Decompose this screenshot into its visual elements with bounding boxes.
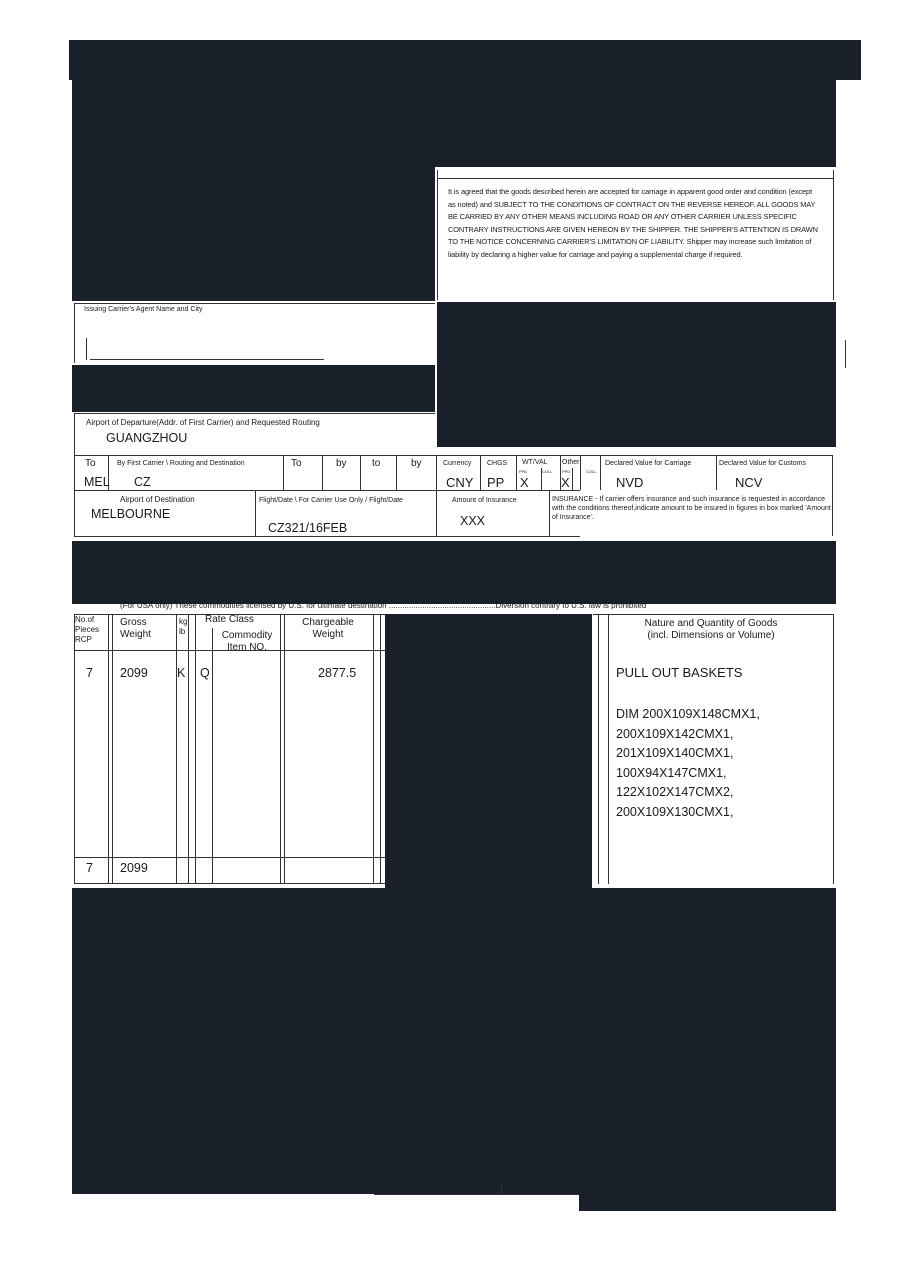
routing-div-5 (396, 455, 397, 490)
routing-div-3 (322, 455, 323, 490)
coll1-label: COLL (542, 469, 553, 474)
destination-div-1 (255, 490, 256, 536)
agent-top-rule (74, 303, 435, 304)
total-gross-weight: 2099 (120, 861, 148, 875)
to-value: MEL (84, 475, 110, 489)
pieces-label: No.of Pieces RCP (75, 615, 100, 644)
routing-div-11 (572, 468, 573, 490)
dimension-line: 200X109X130CMX1, (616, 804, 734, 819)
insurance-amount-value: XXX (460, 514, 486, 528)
nature-quantity-label: Nature and Quantity of Goods (incl. Dimensions or Volume) (644, 618, 778, 641)
redaction-shipper-left (72, 167, 435, 301)
coll2-label: COLL (586, 469, 597, 474)
wtval-mark: X (520, 475, 529, 490)
by2-label: by (411, 458, 422, 469)
routing-div-13 (600, 455, 601, 490)
chgs-value: PP (487, 475, 505, 490)
goods-col-7 (280, 614, 281, 884)
ppd2-label: PPD (562, 469, 571, 474)
redaction-accounting-info (437, 302, 836, 447)
departure-label: Airport of Departure(Addr. of First Carrier) and Requested Routing (86, 418, 320, 427)
kg-lb-label: kg lb (179, 617, 188, 636)
declared-customs-value: NCV (735, 475, 763, 490)
nature-left-rule-2 (608, 614, 609, 884)
destination-div-2 (436, 490, 437, 536)
chgs-label: CHGS (487, 460, 508, 467)
departure-left-rule (74, 413, 75, 455)
routing-div-14 (716, 455, 717, 490)
row-gross-weight: 2099 (120, 666, 148, 680)
routing-top-rule (74, 455, 832, 456)
nature-right-rule (833, 614, 834, 884)
goods-col-3 (176, 614, 177, 884)
by-label: by (336, 458, 347, 469)
redaction-charges-bottom (72, 888, 836, 1194)
goods-col-10 (380, 614, 381, 884)
agent-label: Issuing Carrier's Agent Name and City (84, 306, 203, 313)
destination-left (74, 490, 75, 536)
currency-label: Currency (443, 460, 472, 467)
dimension-line: 200X109X142CMX1, (616, 726, 734, 741)
conditions-right-rule (833, 170, 834, 300)
dimension-line: 100X94X147CMX1, (616, 765, 727, 780)
goods-col-1 (108, 614, 109, 884)
row-unit: K (177, 666, 186, 680)
to2-label: To (291, 458, 302, 469)
destination-label: Airport of Destination (120, 495, 195, 504)
redaction-rate-charge (385, 614, 592, 888)
dimensions-list (616, 705, 760, 822)
agent-left-rule (74, 303, 75, 363)
routing-right (832, 455, 833, 490)
commodity-label: Commodity Item NO. (221, 630, 273, 653)
routing-div-2 (283, 455, 284, 490)
flight-value: CZ321/16FEB (268, 521, 348, 535)
to-label: To (85, 458, 96, 469)
goods-total-rule (74, 857, 385, 858)
goods-col-9 (373, 614, 374, 884)
first-carrier-label: By First Carrier \ Routing and Destination (117, 460, 245, 467)
carrier-value: CZ (134, 475, 151, 489)
agent-underline (90, 359, 324, 360)
dimension-line: 201X109X140CMX1, (616, 746, 734, 760)
currency-value: CNY (446, 475, 474, 490)
declared-customs-label: Declared Value for Customs (719, 460, 807, 467)
to3-label: to (372, 458, 381, 469)
goods-name: PULL OUT BASKETS (616, 665, 743, 680)
destination-bottom-rule (74, 536, 580, 537)
departure-top-rule (74, 413, 435, 414)
bottom-rule (374, 1194, 579, 1195)
conditions-left-rule (437, 170, 438, 300)
nature-top-rule (593, 614, 833, 615)
redaction-shipper-consignee (72, 80, 836, 167)
goods-bottom-rule (74, 883, 385, 884)
conditions-of-contract-text: It is agreed that the goods described herein are accepted for carriage in apparent good order and condition (except as noted) and SUBJECT TO THE CONDITIONS OF CONTRACT ON THE REVERSE HEREOF. ALL GOODS MAY BE CARRIED BY ANY OTHER MEANS INCLUDING ROAD OR ANY OTHER CARRIER UNLESS SPECIFIC CONTRARY INSTRUCTIONS ARE GIVEN HEREON BY THE SHIPPER. THE SHIPPER'S ATTENTION IS DRAWN TO THE NOTICE CONCERNING CARRIER'S LIMITATION OF LIABILITY. Shipper may increase such limitation of liability by declaring a higher value for carriage and paying a supplemental charge if required. (448, 187, 818, 259)
goods-col-2 (112, 614, 113, 884)
destination-div-3 (549, 490, 550, 536)
destination-value: MELBOURNE (91, 507, 171, 521)
ppd1-label: PPD (519, 469, 528, 474)
goods-col-5 (195, 614, 196, 884)
dimension-line: DIM 200X109X148CMX1, (616, 707, 760, 721)
routing-div-12 (580, 455, 581, 490)
goods-col-8 (284, 614, 285, 884)
routing-div-4 (360, 455, 361, 490)
dimension-line: 122X102X147CMX2, (616, 785, 734, 799)
rate-class-label: Rate Class (205, 614, 254, 625)
page-right-mark (845, 340, 846, 368)
redaction-agent-code (72, 365, 435, 412)
chargeable-weight-label: Chargeable Weight (302, 617, 354, 640)
routing-div-7 (480, 455, 481, 490)
routing-div-8 (516, 455, 517, 490)
row-chargeable-weight: 2877.5 (318, 666, 357, 680)
goods-col-6 (212, 628, 213, 884)
other-label: Other (562, 459, 580, 466)
row-pieces: 7 (86, 666, 93, 680)
redaction-signature-bottom (579, 1190, 836, 1211)
insurance-amount-label: Amount of Insurance (452, 497, 517, 504)
row-rate-class: Q (200, 666, 210, 680)
declared-carriage-value: NVD (616, 475, 644, 490)
redaction-handling-info (72, 541, 836, 604)
insurance-note: INSURANCE - If carrier offers insurance and such insurance is requested in accordance with the conditions thereof,indicate amount to be insured in figures in box marked 'Amount of Insurance'. (552, 496, 831, 521)
routing-div-6 (436, 455, 437, 490)
goods-col-4 (188, 614, 189, 884)
flight-label: Flight/Date \ For Carrier Use Only / Flight/Date (259, 497, 403, 504)
departure-value: GUANGZHOU (106, 431, 188, 445)
gross-weight-label: Gross Weight (120, 617, 151, 640)
conditions-top-rule (437, 178, 833, 179)
bottom-divider (501, 1185, 502, 1195)
routing-left (74, 455, 75, 490)
goods-col-left (74, 614, 75, 884)
agent-bracket (86, 338, 87, 360)
redaction-top-banner (69, 40, 861, 80)
nature-left-rule (598, 614, 599, 884)
usa-license-line: (For USA only) These commodities licensed by U.S. for ultimate destination ................................................Diversion contrary to U.S. law is prohibited (120, 601, 647, 610)
total-pieces: 7 (86, 861, 93, 875)
wtval-label: WT/VAL (522, 459, 548, 466)
declared-carriage-label: Declared Value for Carriage (605, 460, 692, 467)
other-mark: X (561, 475, 570, 490)
